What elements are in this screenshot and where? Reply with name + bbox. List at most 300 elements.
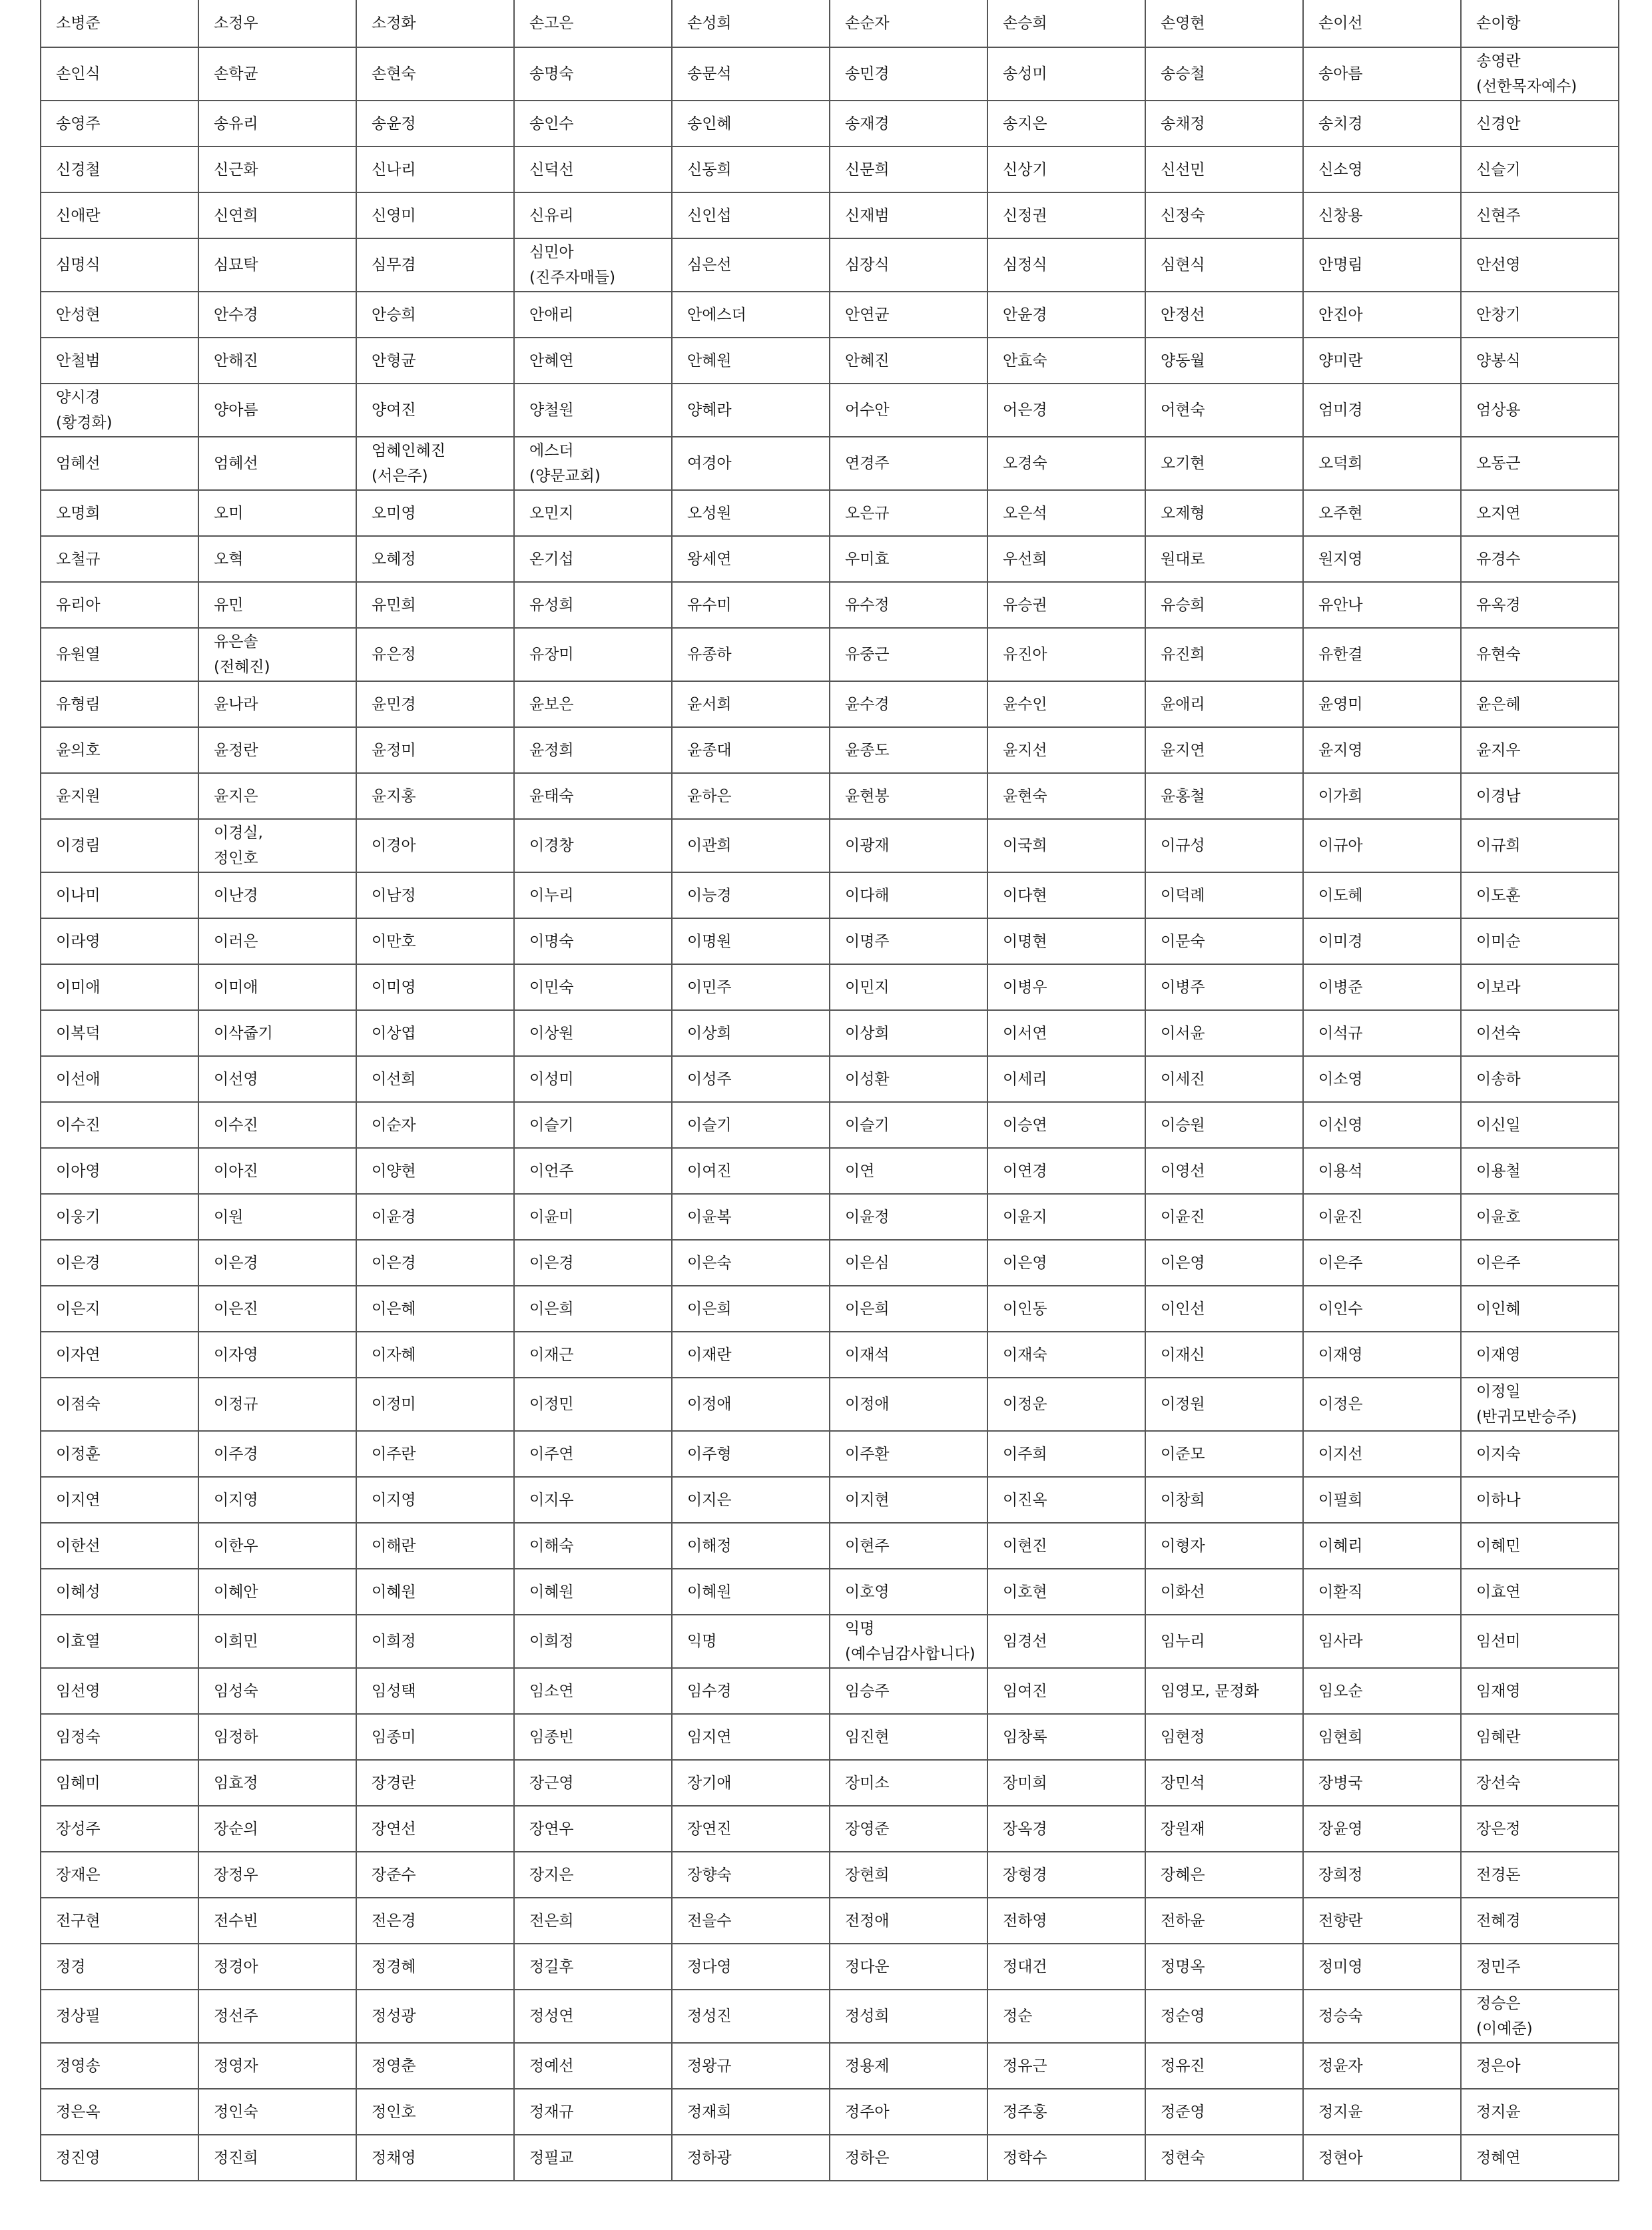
name-cell: 유옥경 — [1461, 582, 1619, 628]
name-cell: 정선주 — [198, 1990, 356, 2043]
name-cell: 정지윤 — [1303, 2089, 1461, 2135]
name-cell: 장지은 — [514, 1852, 672, 1898]
table-row — [41, 1378, 1619, 1431]
name-cell: 전구현 — [41, 1898, 198, 1944]
name-cell: 이호영 — [830, 1569, 987, 1615]
name-cell: 임재영 — [1461, 1668, 1619, 1714]
name-cell: 손고은 — [514, 0, 672, 47]
name-cell: 이은경 — [514, 1240, 672, 1286]
name-cell: 이복덕 — [41, 1010, 198, 1056]
table-row — [41, 536, 1619, 582]
name-cell: 이혜안 — [198, 1569, 356, 1615]
name-cell: 정명옥 — [1145, 1944, 1303, 1990]
name-cell: 이재근 — [514, 1332, 672, 1378]
name-cell: 이아영 — [41, 1148, 198, 1194]
name-cell: 이상희 — [672, 1010, 830, 1056]
name-cell: 윤정란 — [198, 727, 356, 773]
name-cell: 오은규 — [830, 490, 987, 536]
table-row — [41, 628, 1619, 681]
name-cell: 신정권 — [987, 192, 1145, 238]
name-cell: 오주현 — [1303, 490, 1461, 536]
name-cell: 이재숙 — [987, 1332, 1145, 1378]
name-cell: 신영미 — [356, 192, 514, 238]
name-cell: 정경혜 — [356, 1944, 514, 1990]
name-cell: 장영준 — [830, 1806, 987, 1852]
name-cell: 송영주 — [41, 101, 198, 146]
name-cell: 이하나 — [1461, 1477, 1619, 1523]
name-cell: 이다현 — [987, 872, 1145, 918]
name-cell: 이윤경 — [356, 1194, 514, 1240]
name-cell: 이웅기 — [41, 1194, 198, 1240]
name-cell: 이세리 — [987, 1056, 1145, 1102]
name-cell: 정경 — [41, 1944, 198, 1990]
table-row — [41, 1056, 1619, 1102]
name-cell: 정채영 — [356, 2135, 514, 2181]
name-cell: 이상엽 — [356, 1010, 514, 1056]
name-cell: 오혁 — [198, 536, 356, 582]
name-cell: 안해진 — [198, 338, 356, 384]
name-cell: 송지은 — [987, 101, 1145, 146]
name-cell: 이소영 — [1303, 1056, 1461, 1102]
name-cell: 이혜원 — [672, 1569, 830, 1615]
table-body — [41, 0, 1619, 2181]
name-cell: 우선희 — [987, 536, 1145, 582]
name-cell: 이윤정 — [830, 1194, 987, 1240]
name-cell: 오은석 — [987, 490, 1145, 536]
name-cell: 여경아 — [672, 437, 830, 490]
table-row — [41, 1102, 1619, 1148]
name-cell: 송아름 — [1303, 47, 1461, 101]
name-cell: 이은영 — [987, 1240, 1145, 1286]
name-cell: 장선숙 — [1461, 1760, 1619, 1806]
name-cell: 신재범 — [830, 192, 987, 238]
name-cell: 이선애 — [41, 1056, 198, 1102]
name-cell: 이은심 — [830, 1240, 987, 1286]
name-cell: 임혜란 — [1461, 1714, 1619, 1760]
name-cell: 이준모 — [1145, 1431, 1303, 1477]
name-cell: 윤하은 — [672, 773, 830, 819]
name-cell: 윤수인 — [987, 681, 1145, 727]
name-cell: 이은주 — [1303, 1240, 1461, 1286]
name-cell: 임선영 — [41, 1668, 198, 1714]
name-cell: 손이선 — [1303, 0, 1461, 47]
name-cell: 장연선 — [356, 1806, 514, 1852]
name-cell: 전을수 — [672, 1898, 830, 1944]
table-row — [41, 490, 1619, 536]
name-cell: 이순자 — [356, 1102, 514, 1148]
name-cell: 신경안 — [1461, 101, 1619, 146]
donor-name-list — [40, 0, 1618, 2181]
table-row — [41, 1010, 1619, 1056]
name-cell: 신문희 — [830, 146, 987, 192]
name-cell: 이혜원 — [356, 1569, 514, 1615]
name-cell: 유원열 — [41, 628, 198, 681]
name-cell: 유성희 — [514, 582, 672, 628]
name-cell: 장윤영 — [1303, 1806, 1461, 1852]
name-cell: 신정숙 — [1145, 192, 1303, 238]
name-cell: 신현주 — [1461, 192, 1619, 238]
table-row — [41, 238, 1619, 292]
name-cell: 장기애 — [672, 1760, 830, 1806]
name-cell: 이호현 — [987, 1569, 1145, 1615]
name-cell: 이수진 — [198, 1102, 356, 1148]
name-cell: 윤홍철 — [1145, 773, 1303, 819]
name-cell: 이지은 — [672, 1477, 830, 1523]
name-cell: 송명숙 — [514, 47, 672, 101]
name-cell: 장원재 — [1145, 1806, 1303, 1852]
name-cell: 전향란 — [1303, 1898, 1461, 1944]
table-row — [41, 1898, 1619, 1944]
name-cell: 정성진 — [672, 1990, 830, 2043]
name-cell: 엄상용 — [1461, 384, 1619, 437]
name-cell: 윤보은 — [514, 681, 672, 727]
name-cell: 양혜라 — [672, 384, 830, 437]
name-cell: 신근화 — [198, 146, 356, 192]
name-cell: 이문숙 — [1145, 918, 1303, 964]
name-cell: 유승권 — [987, 582, 1145, 628]
name-cell: 윤태숙 — [514, 773, 672, 819]
name-cell: 이민숙 — [514, 964, 672, 1010]
name-cell: 정왕규 — [672, 2043, 830, 2089]
name-cell: 이은경 — [198, 1240, 356, 1286]
name-cell: 윤의호 — [41, 727, 198, 773]
name-cell: 이삭줍기 — [198, 1010, 356, 1056]
name-cell: 이희민 — [198, 1615, 356, 1668]
name-cell: 유장미 — [514, 628, 672, 681]
name-cell: 이주란 — [356, 1431, 514, 1477]
name-cell: 이보라 — [1461, 964, 1619, 1010]
name-cell: 송유리 — [198, 101, 356, 146]
name-cell: 이은경 — [41, 1240, 198, 1286]
name-cell: 이주연 — [514, 1431, 672, 1477]
name-cell: 유리아 — [41, 582, 198, 628]
name-cell: 이재석 — [830, 1332, 987, 1378]
name-cell: 이윤호 — [1461, 1194, 1619, 1240]
name-cell: 장옥경 — [987, 1806, 1145, 1852]
name-cell: 이형자 — [1145, 1523, 1303, 1569]
name-cell: 이혜원 — [514, 1569, 672, 1615]
name-cell: 장은정 — [1461, 1806, 1619, 1852]
name-cell: 이다해 — [830, 872, 987, 918]
name-cell: 장민석 — [1145, 1760, 1303, 1806]
name-cell: 이지숙 — [1461, 1431, 1619, 1477]
name-cell: 이윤미 — [514, 1194, 672, 1240]
name-cell: 정혜연 — [1461, 2135, 1619, 2181]
name-cell: 장준수 — [356, 1852, 514, 1898]
name-cell: 이인수 — [1303, 1286, 1461, 1332]
name-cell: 윤민경 — [356, 681, 514, 727]
name-cell: 정경아 — [198, 1944, 356, 1990]
name-cell: 이서윤 — [1145, 1010, 1303, 1056]
name-cell: 장연진 — [672, 1806, 830, 1852]
name-cell: 이경림 — [41, 819, 198, 872]
name-cell: 정용제 — [830, 2043, 987, 2089]
name-cell: 유민희 — [356, 582, 514, 628]
name-cell: 이지우 — [514, 1477, 672, 1523]
name-cell: 이은희 — [514, 1286, 672, 1332]
name-cell: 정은옥 — [41, 2089, 198, 2135]
name-cell: 오경숙 — [987, 437, 1145, 490]
name-cell: 이아진 — [198, 1148, 356, 1194]
name-cell: 장형경 — [987, 1852, 1145, 1898]
name-cell: 정성연 — [514, 1990, 672, 2043]
name-cell: 안효숙 — [987, 338, 1145, 384]
name-cell: 신인섭 — [672, 192, 830, 238]
name-cell: 장병국 — [1303, 1760, 1461, 1806]
name-cell: 윤현숙 — [987, 773, 1145, 819]
name-cell: 정인숙 — [198, 2089, 356, 2135]
name-cell: 장미희 — [987, 1760, 1145, 1806]
name-cell: 안승희 — [356, 292, 514, 338]
name-cell: 심명식 — [41, 238, 198, 292]
name-cell: 오성원 — [672, 490, 830, 536]
name-cell: 이인혜 — [1461, 1286, 1619, 1332]
name-cell: 이해정 — [672, 1523, 830, 1569]
name-cell: 심무겸 — [356, 238, 514, 292]
name-cell: 연경주 — [830, 437, 987, 490]
name-cell: 정현숙 — [1145, 2135, 1303, 2181]
name-cell: 이성주 — [672, 1056, 830, 1102]
name-cell: 이은진 — [198, 1286, 356, 1332]
name-cell: 이지선 — [1303, 1431, 1461, 1477]
name-cell: 이재란 — [672, 1332, 830, 1378]
name-cell: 양철원 — [514, 384, 672, 437]
name-cell: 정순 — [987, 1990, 1145, 2043]
name-cell: 소정화 — [356, 0, 514, 47]
name-cell: 이인선 — [1145, 1286, 1303, 1332]
name-cell: 이민지 — [830, 964, 987, 1010]
name-cell: 원대로 — [1145, 536, 1303, 582]
name-cell: 장현희 — [830, 1852, 987, 1898]
name-cell: 이능경 — [672, 872, 830, 918]
name-cell: 손인식 — [41, 47, 198, 101]
name-cell: 정승은 (이예준) — [1461, 1990, 1619, 2043]
name-cell: 이정규 — [198, 1378, 356, 1431]
name-cell: 유수미 — [672, 582, 830, 628]
name-cell: 정인호 — [356, 2089, 514, 2135]
name-cell: 이여진 — [672, 1148, 830, 1194]
name-cell: 이정미 — [356, 1378, 514, 1431]
table-row — [41, 582, 1619, 628]
name-cell: 이희정 — [514, 1615, 672, 1668]
table-row — [41, 1431, 1619, 1477]
name-cell: 임정하 — [198, 1714, 356, 1760]
name-cell: 정영춘 — [356, 2043, 514, 2089]
name-cell: 임혜미 — [41, 1760, 198, 1806]
name-cell: 임종빈 — [514, 1714, 672, 1760]
name-cell: 이신영 — [1303, 1102, 1461, 1148]
name-cell: 전수빈 — [198, 1898, 356, 1944]
name-cell: 임사라 — [1303, 1615, 1461, 1668]
name-cell: 장연우 — [514, 1806, 672, 1852]
name-cell: 이민주 — [672, 964, 830, 1010]
name-cell: 이세진 — [1145, 1056, 1303, 1102]
name-cell: 장희정 — [1303, 1852, 1461, 1898]
table-row — [41, 338, 1619, 384]
name-cell: 임성택 — [356, 1668, 514, 1714]
name-cell: 이영선 — [1145, 1148, 1303, 1194]
name-cell: 정예선 — [514, 2043, 672, 2089]
name-cell: 신상기 — [987, 146, 1145, 192]
name-cell: 오민지 — [514, 490, 672, 536]
table-row — [41, 1944, 1619, 1990]
name-cell: 안혜연 — [514, 338, 672, 384]
name-cell: 이혜성 — [41, 1569, 198, 1615]
name-cell: 이나미 — [41, 872, 198, 918]
table-row — [41, 146, 1619, 192]
name-cell: 안정선 — [1145, 292, 1303, 338]
name-cell: 이슬기 — [830, 1102, 987, 1148]
name-cell: 정주아 — [830, 2089, 987, 2135]
name-cell: 이현주 — [830, 1523, 987, 1569]
name-cell: 이선희 — [356, 1056, 514, 1102]
name-cell: 안연균 — [830, 292, 987, 338]
table-row — [41, 1990, 1619, 2043]
name-cell: 송성미 — [987, 47, 1145, 101]
name-cell: 손현숙 — [356, 47, 514, 101]
name-cell: 윤종대 — [672, 727, 830, 773]
name-cell: 장순의 — [198, 1806, 356, 1852]
name-cell: 손순자 — [830, 0, 987, 47]
name-cell: 이해란 — [356, 1523, 514, 1569]
name-cell: 이서연 — [987, 1010, 1145, 1056]
name-cell: 안창기 — [1461, 292, 1619, 338]
name-cell: 신연희 — [198, 192, 356, 238]
name-cell: 왕세연 — [672, 536, 830, 582]
name-cell: 정진영 — [41, 2135, 198, 2181]
name-cell: 이도혜 — [1303, 872, 1461, 918]
name-cell: 엄혜인혜진 (서은주) — [356, 437, 514, 490]
name-cell: 이은지 — [41, 1286, 198, 1332]
table-row — [41, 1615, 1619, 1668]
name-cell: 이명숙 — [514, 918, 672, 964]
name-cell: 이윤진 — [1145, 1194, 1303, 1240]
name-cell: 신소영 — [1303, 146, 1461, 192]
name-cell: 윤정미 — [356, 727, 514, 773]
name-cell: 오명희 — [41, 490, 198, 536]
name-cell: 임영모, 문정화 — [1145, 1668, 1303, 1714]
name-cell: 이주형 — [672, 1431, 830, 1477]
name-cell: 정대건 — [987, 1944, 1145, 1990]
name-cell: 전은경 — [356, 1898, 514, 1944]
table-row — [41, 1760, 1619, 1806]
name-cell: 이원 — [198, 1194, 356, 1240]
name-cell: 양아름 — [198, 384, 356, 437]
name-cell: 장경란 — [356, 1760, 514, 1806]
name-cell: 윤정희 — [514, 727, 672, 773]
table-row — [41, 2089, 1619, 2135]
name-cell: 임경선 — [987, 1615, 1145, 1668]
name-cell: 윤지선 — [987, 727, 1145, 773]
name-cell: 정준영 — [1145, 2089, 1303, 2135]
name-cell: 손승희 — [987, 0, 1145, 47]
name-cell: 정유진 — [1145, 2043, 1303, 2089]
name-cell: 이정애 — [830, 1378, 987, 1431]
table-row — [41, 1668, 1619, 1714]
name-cell: 오기현 — [1145, 437, 1303, 490]
table-row — [41, 918, 1619, 964]
name-cell: 정승숙 — [1303, 1990, 1461, 2043]
name-cell: 이만호 — [356, 918, 514, 964]
name-cell: 송문석 — [672, 47, 830, 101]
name-cell: 양미란 — [1303, 338, 1461, 384]
table-row — [41, 1194, 1619, 1240]
name-cell: 이남정 — [356, 872, 514, 918]
name-cell: 이승연 — [987, 1102, 1145, 1148]
name-cell: 정성광 — [356, 1990, 514, 2043]
name-cell: 이명원 — [672, 918, 830, 964]
name-cell: 안수경 — [198, 292, 356, 338]
table-row — [41, 192, 1619, 238]
name-cell: 이상원 — [514, 1010, 672, 1056]
name-cell: 이상희 — [830, 1010, 987, 1056]
name-cell: 신동희 — [672, 146, 830, 192]
name-cell: 송승철 — [1145, 47, 1303, 101]
name-cell: 정순영 — [1145, 1990, 1303, 2043]
table-row — [41, 1332, 1619, 1378]
name-cell: 이언주 — [514, 1148, 672, 1194]
name-cell: 이해숙 — [514, 1523, 672, 1569]
name-cell: 이규성 — [1145, 819, 1303, 872]
name-cell: 이국희 — [987, 819, 1145, 872]
name-cell: 이신일 — [1461, 1102, 1619, 1148]
name-cell: 이자연 — [41, 1332, 198, 1378]
name-cell: 안애리 — [514, 292, 672, 338]
name-cell: 이자혜 — [356, 1332, 514, 1378]
name-cell: 전하윤 — [1145, 1898, 1303, 1944]
name-cell: 정필교 — [514, 2135, 672, 2181]
name-cell: 정유근 — [987, 2043, 1145, 2089]
name-cell: 이슬기 — [672, 1102, 830, 1148]
name-cell: 장근영 — [514, 1760, 672, 1806]
name-cell: 이창희 — [1145, 1477, 1303, 1523]
name-cell: 임승주 — [830, 1668, 987, 1714]
name-cell: 이선숙 — [1461, 1010, 1619, 1056]
name-cell: 이정애 — [672, 1378, 830, 1431]
name-cell: 이은경 — [356, 1240, 514, 1286]
name-cell: 유진희 — [1145, 628, 1303, 681]
name-cell: 이병주 — [1145, 964, 1303, 1010]
name-cell: 오덕희 — [1303, 437, 1461, 490]
name-cell: 임여진 — [987, 1668, 1145, 1714]
name-cell: 이미영 — [356, 964, 514, 1010]
name-cell: 유종하 — [672, 628, 830, 681]
table-row — [41, 1806, 1619, 1852]
name-cell: 어수안 — [830, 384, 987, 437]
name-cell: 송채정 — [1145, 101, 1303, 146]
table-row — [41, 1852, 1619, 1898]
name-cell: 심현식 — [1145, 238, 1303, 292]
table-row — [41, 1569, 1619, 1615]
name-cell: 이은혜 — [356, 1286, 514, 1332]
name-cell: 이명현 — [987, 918, 1145, 964]
name-cell: 신유리 — [514, 192, 672, 238]
name-cell: 이덕례 — [1145, 872, 1303, 918]
name-cell: 송민경 — [830, 47, 987, 101]
name-cell: 윤지영 — [1303, 727, 1461, 773]
name-cell: 정학수 — [987, 2135, 1145, 2181]
name-cell: 엄혜선 — [198, 437, 356, 490]
name-cell: 유현숙 — [1461, 628, 1619, 681]
name-cell: 이승원 — [1145, 1102, 1303, 1148]
name-cell: 윤종도 — [830, 727, 987, 773]
name-cell: 정영송 — [41, 2043, 198, 2089]
table-row — [41, 2043, 1619, 2089]
table-row — [41, 872, 1619, 918]
name-cell: 이지영 — [356, 1477, 514, 1523]
name-cell: 이연경 — [987, 1148, 1145, 1194]
name-cell: 오혜정 — [356, 536, 514, 582]
